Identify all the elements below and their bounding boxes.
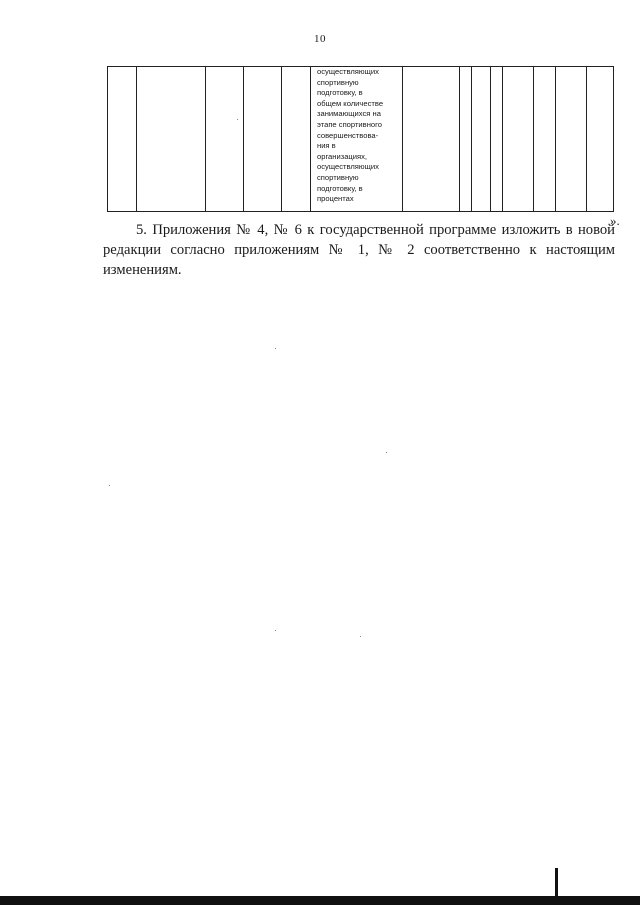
scan-speck bbox=[275, 630, 276, 631]
paragraph-line: редакции согласно приложениям № 1, № 2 соответственно к настоящим bbox=[103, 242, 615, 258]
table-cell bbox=[282, 67, 311, 212]
closing-quote-mark: ». bbox=[610, 213, 620, 228]
page-number: 10 bbox=[314, 33, 326, 45]
paragraph-line: 5. Приложения № 4, № 6 к государственной программе изложить в новой bbox=[136, 222, 615, 238]
table-cell bbox=[472, 67, 491, 212]
table-cell bbox=[108, 67, 137, 212]
table-cell bbox=[206, 67, 244, 212]
indicator-table-fragment bbox=[107, 66, 614, 212]
table-cell bbox=[137, 67, 206, 212]
scan-edge bbox=[0, 896, 640, 905]
table-cell bbox=[403, 67, 460, 212]
paragraph-line: изменениям. bbox=[103, 262, 182, 278]
table-cell bbox=[491, 67, 503, 212]
scan-speck bbox=[109, 485, 110, 486]
table-cell bbox=[556, 67, 587, 212]
scan-speck bbox=[237, 119, 238, 120]
table-row bbox=[108, 67, 614, 212]
binder-mark bbox=[555, 868, 558, 898]
indicator-name-cell bbox=[311, 67, 403, 212]
scan-speck bbox=[275, 348, 276, 349]
indicator-name-text: осуществляющих спортивную подготовку, в общем количестве занимающихся на этапе спортивного совершенствова- ния в организациях, осуществляющих спортивную подготовку, в процентах bbox=[317, 67, 384, 204]
table-cell bbox=[244, 67, 282, 212]
amendment-paragraph bbox=[103, 220, 615, 280]
scan-speck bbox=[360, 636, 361, 637]
table-cell bbox=[587, 67, 614, 212]
table-cell bbox=[503, 67, 534, 212]
scan-speck bbox=[386, 452, 387, 453]
table-cell bbox=[534, 67, 556, 212]
table-cell bbox=[460, 67, 472, 212]
